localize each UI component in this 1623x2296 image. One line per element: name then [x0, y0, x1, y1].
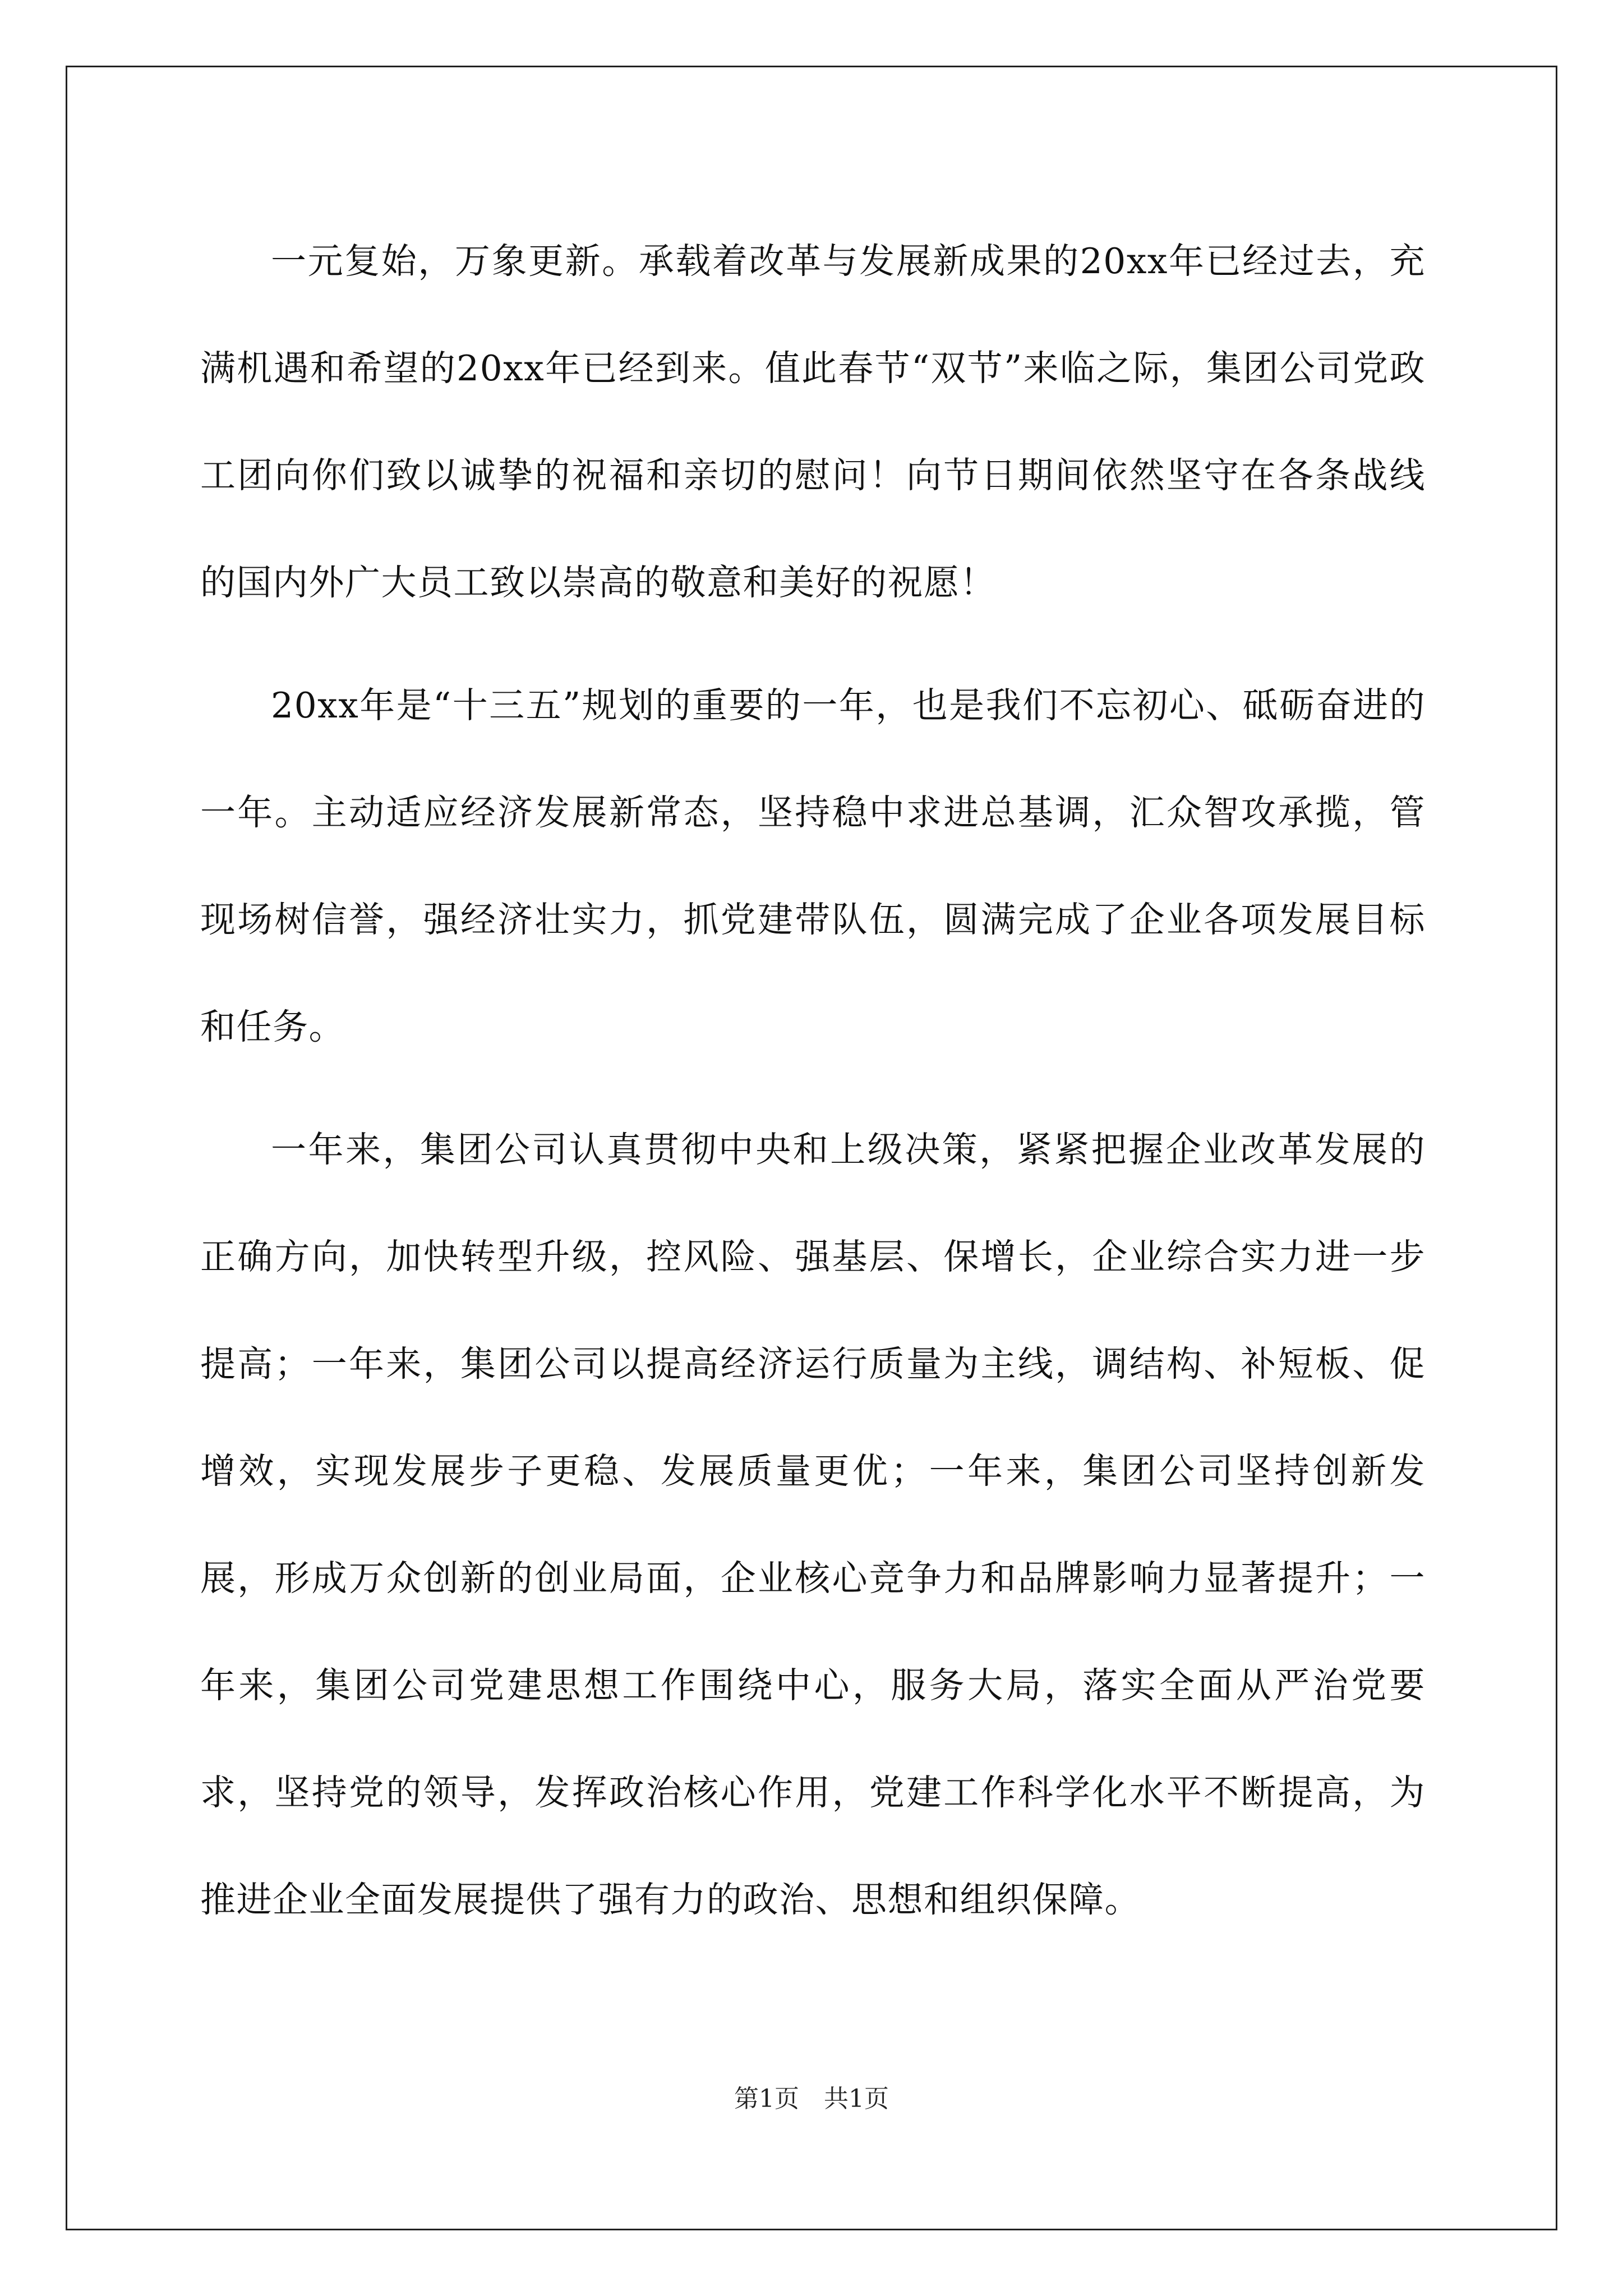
paragraph-2: 20xx年是“十三五”规划的重要的一年，也是我们不忘初心、砥砺奋进的一年。主动适应经济发展新常态，坚持稳中求进总基调，汇众智攻承揽，管现场树信誉，强经济壮实力，抓党建带队伍，圆满完成了企业各项发展目标和任务。	[200, 685, 1426, 1047]
document-body	[200, 208, 1426, 1969]
paragraph-3: 一年来，集团公司认真贯彻中央和上级决策，紧紧把握企业改革发展的正确方向，加快转型升级，控风险、强基层、保增长，企业综合实力进一步提高；一年来，集团公司以提高经济运行质量为主线，调结构、补短板、促增效，实现发展步子更稳、发展质量更优；一年来，集团公司坚持创新发展，形成万众创新的创业局面，企业核心竞争力和品牌影响力显著提升；一年来，集团公司党建思想工作围绕中心，服务大局，落实全面从严治党要求，坚持党的领导，发挥政治核心作用，党建工作科学化水平不断提高，为推进企业全面发展提供了强有力的政治、思想和组织保障。	[200, 1129, 1426, 1920]
paragraph-1: 一元复始，万象更新。承载着改革与发展新成果的20xx年已经过去，充满机遇和希望的20xx年已经到来。值此春节“双节”来临之际，集团公司党政工团向你们致以诚挚的祝福和亲切的慰问！向节日期间依然坚守在各条战线的国内外广大员工致以崇高的敬意和美好的祝愿！	[200, 241, 1426, 603]
page-footer: 第1页 共1页	[734, 2085, 889, 2113]
